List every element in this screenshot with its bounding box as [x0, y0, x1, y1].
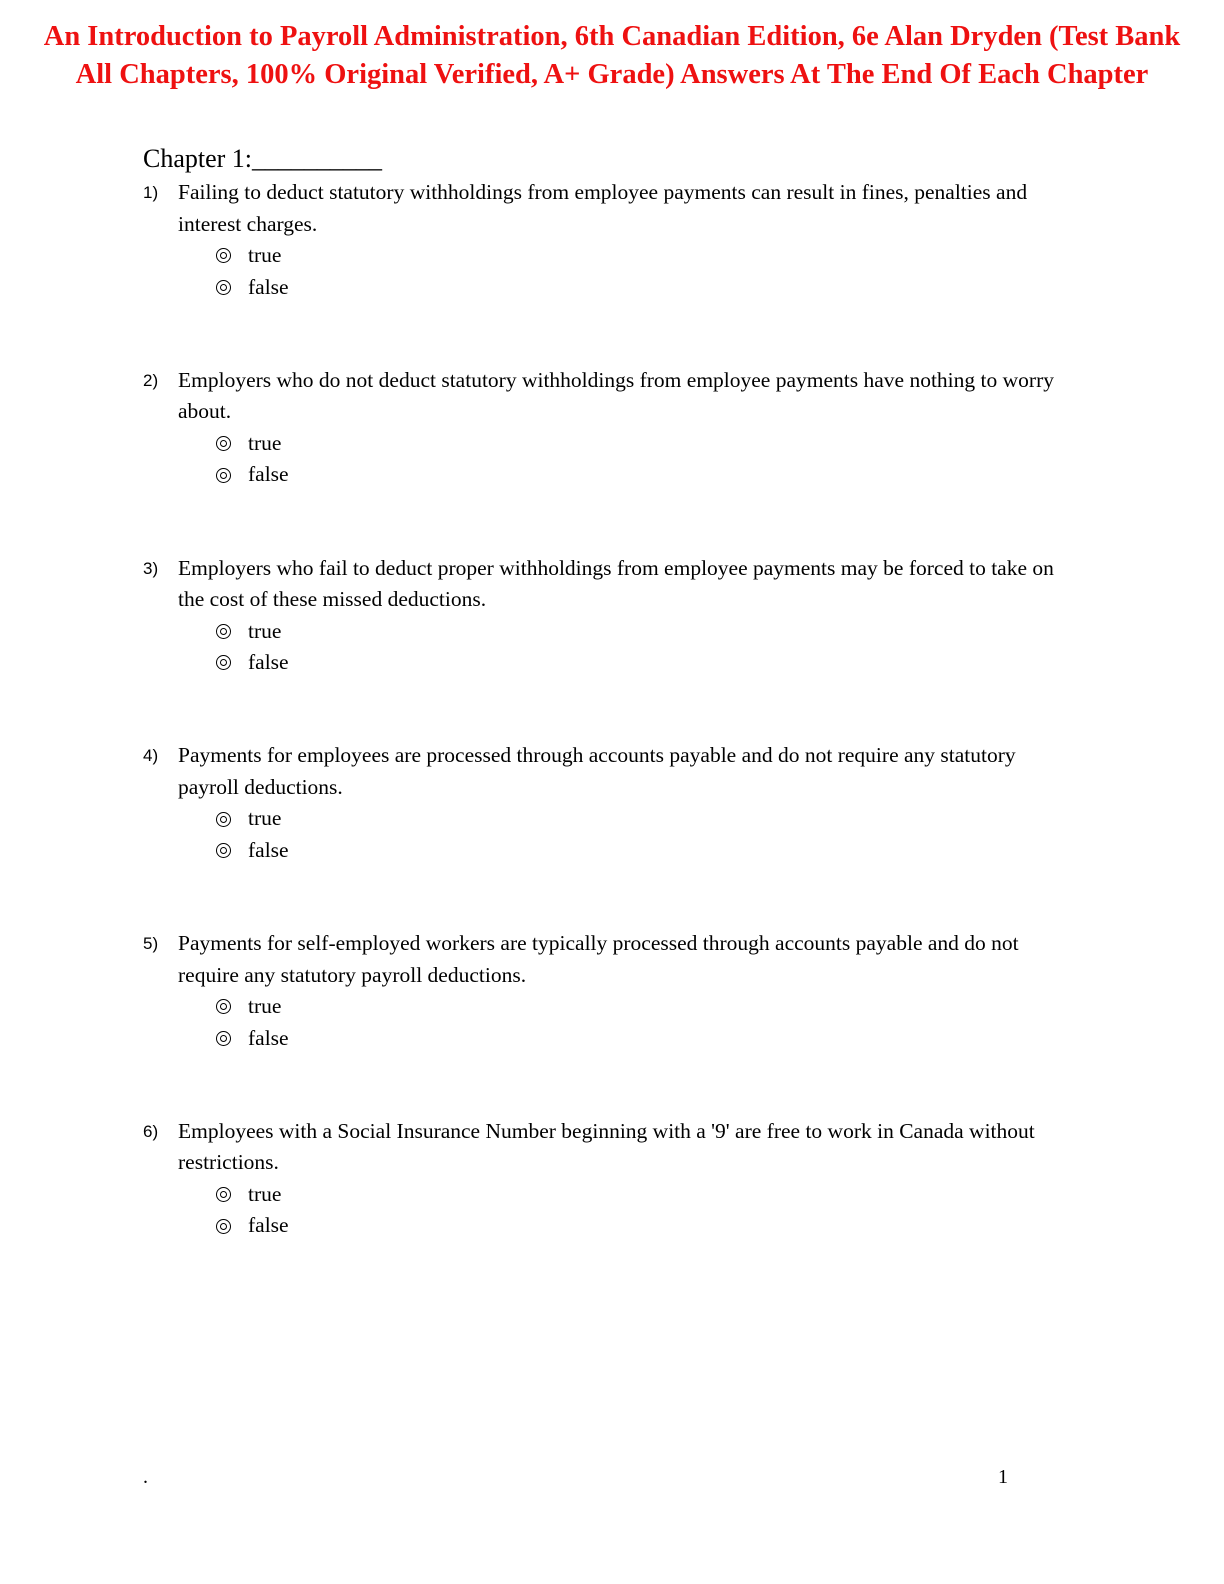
- question-text: Employers who do not deduct statutory withholdings from employee payments have nothing to worry about.: [178, 367, 1054, 424]
- option-label: true: [248, 618, 282, 643]
- option-true[interactable]: [216, 240, 1103, 272]
- option-false[interactable]: [216, 1023, 1103, 1055]
- option-false[interactable]: [216, 647, 1103, 679]
- chapter-heading: Chapter 1:__________: [143, 144, 383, 173]
- question-text: Employees with a Social Insurance Number beginning with a '9' are free to work in Canada without restrictions.: [178, 1118, 1035, 1175]
- radio-icon[interactable]: [216, 280, 231, 295]
- question-number: 3): [143, 558, 159, 578]
- document-title: An Introduction to Payroll Administration, 6th Canadian Edition, 6e Alan Dryden (Test Bank All Chapters, 100% Original Verified, A+ Grade) Answers At The End Of Each Chapter: [43, 21, 1181, 90]
- option-label: true: [248, 1181, 282, 1206]
- option-label: false: [248, 1213, 289, 1238]
- option-false[interactable]: [216, 835, 1103, 867]
- radio-icon[interactable]: [216, 1219, 231, 1234]
- option-label: false: [248, 462, 289, 487]
- option-true[interactable]: [216, 803, 1103, 835]
- question-item: [143, 1116, 1103, 1304]
- radio-icon[interactable]: [216, 468, 231, 483]
- option-label: true: [248, 994, 282, 1019]
- question-number: 2): [143, 370, 159, 390]
- question-item: [143, 365, 1103, 553]
- radio-icon[interactable]: [216, 624, 231, 639]
- question-item: [143, 553, 1103, 741]
- question-item: [143, 928, 1103, 1116]
- option-true[interactable]: [216, 991, 1103, 1023]
- option-label: true: [248, 430, 282, 455]
- question-number: 1): [143, 183, 159, 202]
- radio-icon[interactable]: [216, 1031, 231, 1046]
- question-number: 6): [143, 1121, 159, 1141]
- option-label: false: [248, 274, 289, 299]
- option-true[interactable]: [216, 1179, 1103, 1211]
- question-item: [143, 177, 1103, 365]
- question-text: Failing to deduct statutory withholdings from employee payments can result in fines, penalties and interest charges.: [178, 180, 1028, 236]
- radio-icon[interactable]: [216, 436, 231, 451]
- footer-mark: .: [143, 1466, 148, 1488]
- option-false[interactable]: [216, 1210, 1103, 1242]
- page-number: 1: [998, 1466, 1008, 1488]
- option-label: true: [248, 806, 282, 831]
- question-text: Employers who fail to deduct proper withholdings from employee payments may be forced to take on the cost of these missed deductions.: [178, 555, 1054, 612]
- radio-icon[interactable]: [216, 843, 231, 858]
- question-number: 4): [143, 746, 159, 766]
- question-item: [143, 740, 1103, 928]
- option-false[interactable]: [216, 272, 1103, 304]
- option-label: true: [248, 243, 282, 267]
- radio-icon[interactable]: [216, 248, 231, 263]
- radio-icon[interactable]: [216, 1187, 231, 1202]
- radio-icon[interactable]: [216, 812, 231, 827]
- radio-icon[interactable]: [216, 655, 231, 670]
- question-text: Payments for self-employed workers are typically processed through accounts payable and do not require any statutory payroll deductions.: [178, 931, 1019, 987]
- radio-icon[interactable]: [216, 999, 231, 1014]
- option-true[interactable]: [216, 616, 1103, 648]
- option-label: false: [248, 1025, 289, 1050]
- question-list: [143, 177, 1103, 1304]
- question-number: 5): [143, 934, 159, 954]
- question-text: Payments for employees are processed through accounts payable and do not require any statutory payroll deductions.: [178, 743, 1016, 799]
- option-label: false: [248, 650, 289, 675]
- option-true[interactable]: [216, 428, 1103, 460]
- option-label: false: [248, 837, 289, 862]
- option-false[interactable]: [216, 459, 1103, 491]
